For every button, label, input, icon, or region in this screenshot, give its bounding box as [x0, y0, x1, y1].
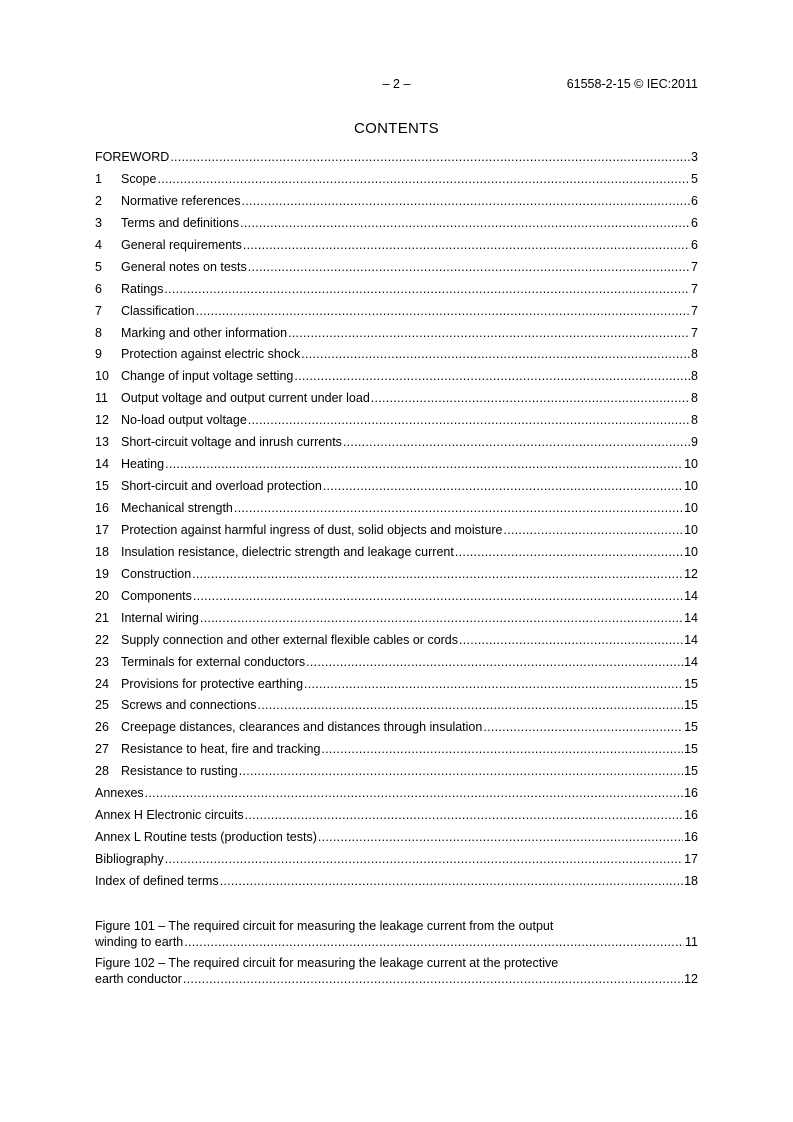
toc-entry-number: 5: [95, 259, 102, 274]
toc-entry-page: 15: [684, 698, 698, 713]
toc-entry[interactable]: [95, 479, 698, 501]
dot-leader: [306, 655, 683, 669]
toc-entry-page: 14: [684, 610, 698, 625]
dot-leader: [200, 611, 683, 625]
toc-entry[interactable]: [95, 633, 698, 655]
toc-entry-title: Bibliography: [95, 852, 164, 866]
toc-entry-number: 11: [95, 391, 108, 406]
toc-entry-page: 18: [684, 873, 698, 888]
toc-entry-title: Mechanical strength: [121, 501, 233, 515]
toc-entry-number: 4: [95, 237, 102, 252]
toc-entry[interactable]: [95, 457, 698, 479]
toc-entry-title: Creepage distances, clearances and distances through insulation: [121, 720, 483, 735]
toc-entry-title: Classification: [121, 303, 195, 318]
dot-leader: [301, 347, 690, 361]
page-title: CONTENTS: [354, 120, 439, 137]
toc-entry-page: 6: [691, 215, 698, 230]
toc-entry-title: Resistance to rusting: [121, 764, 238, 779]
toc-entry-page: 9: [691, 435, 698, 450]
toc-entry-title: Scope: [121, 171, 157, 186]
toc-entry-title: Short-circuit and overload protection: [121, 479, 322, 494]
toc-entry-title: Insulation resistance, dielectric strength and leakage current: [121, 544, 454, 559]
dot-leader: [459, 633, 683, 647]
toc-entry-page: 15: [684, 676, 698, 691]
toc-entry-page: 7: [691, 303, 698, 318]
toc-entry-title: Protection against harmful ingress of dust, solid objects and moisture: [121, 522, 503, 537]
toc-entry-page: 10: [684, 479, 698, 494]
toc-entry-title: Change of input voltage setting: [121, 369, 294, 384]
toc-entry[interactable]: [95, 326, 698, 348]
dot-leader: [483, 720, 683, 734]
toc-entry[interactable]: [95, 523, 698, 545]
dot-leader: [220, 874, 683, 888]
toc-entry[interactable]: [95, 567, 698, 589]
toc-entry[interactable]: [95, 413, 698, 435]
toc-entry-page: 7: [691, 325, 698, 340]
toc-entry[interactable]: [95, 764, 698, 786]
dot-leader: [157, 172, 690, 186]
toc-entry-page: 15: [684, 720, 698, 735]
toc-entry[interactable]: [95, 786, 698, 808]
toc-entry-page: 8: [691, 347, 698, 362]
toc-entry[interactable]: [95, 194, 698, 216]
toc-entry-number: 1: [95, 171, 102, 186]
toc-entry-number: 28: [95, 764, 109, 779]
figure-entry-page: 11: [685, 935, 698, 949]
figure-entry-title: Figure 102 – The required circuit for measuring the leakage current at the protective: [95, 956, 559, 970]
toc-entry-number: 22: [95, 632, 109, 647]
toc-entry-title: Marking and other information: [121, 325, 288, 340]
toc-entry-page: 12: [684, 566, 698, 581]
toc-entry-number: 9: [95, 347, 102, 362]
toc-entry-number: 3: [95, 215, 102, 230]
toc-entry-page: 8: [691, 369, 698, 384]
dot-leader: [503, 523, 683, 537]
toc-entry-page: 14: [684, 632, 698, 647]
toc-entry[interactable]: [95, 589, 698, 611]
toc-entry-title: Components: [121, 588, 192, 603]
figure-entry-title-cont: winding to earth: [95, 935, 184, 949]
toc-entry-page: 15: [684, 742, 698, 757]
toc-entry-title: Resistance to heat, fire and tracking: [121, 742, 321, 757]
toc-entry-number: 8: [95, 325, 102, 340]
toc-entry-number: 13: [95, 435, 109, 450]
toc-entry[interactable]: [95, 852, 698, 874]
toc-entry[interactable]: [95, 545, 698, 567]
dot-leader: [240, 216, 690, 230]
dot-leader: [323, 479, 683, 493]
toc-entry-page: 16: [684, 808, 698, 823]
toc-entry-number: 23: [95, 654, 109, 669]
dot-leader: [242, 194, 691, 208]
toc-entry-title: Terms and definitions: [121, 215, 240, 230]
toc-entry-number: 16: [95, 501, 109, 515]
toc-entry-page: 15: [684, 764, 698, 779]
toc-entry-page: 7: [691, 281, 698, 296]
dot-leader: [165, 457, 683, 471]
dot-leader: [371, 391, 690, 405]
toc-entry-title: General notes on tests: [121, 259, 247, 274]
figure-entry-title-cont: earth conductor: [95, 972, 182, 986]
toc-entry-title: Normative references: [121, 193, 241, 208]
figure-entry[interactable]: [95, 918, 698, 950]
toc-entry-title: Supply connection and other external flexible cables or cords: [121, 632, 459, 647]
toc-entry-page: 10: [684, 457, 698, 472]
toc-entry[interactable]: [95, 677, 698, 699]
toc-entry[interactable]: [95, 347, 698, 369]
toc-entry[interactable]: [95, 874, 698, 896]
toc-entry-title: Ratings: [121, 281, 164, 296]
toc-entry-number: 14: [95, 457, 109, 472]
toc-entry[interactable]: [95, 742, 698, 764]
dot-leader: [184, 934, 684, 950]
dot-leader: [193, 589, 683, 603]
toc-entry-title: Annex L Routine tests (production tests): [95, 830, 317, 845]
toc-entry-title: FOREWORD: [95, 150, 170, 164]
toc-entry-number: 17: [95, 522, 109, 537]
dot-leader: [248, 413, 690, 427]
toc-entry[interactable]: [95, 830, 698, 852]
table-of-contents: [95, 150, 698, 896]
dot-leader: [145, 786, 683, 800]
toc-entry-number: 12: [95, 413, 109, 428]
toc-entry-title: Provisions for protective earthing: [121, 676, 304, 691]
toc-entry-page: 10: [684, 544, 698, 559]
toc-entry[interactable]: [95, 655, 698, 677]
toc-entry[interactable]: [95, 435, 698, 457]
dot-leader: [164, 282, 690, 296]
dot-leader: [183, 971, 683, 987]
toc-entry-page: 14: [684, 588, 698, 603]
toc-entry[interactable]: [95, 304, 698, 326]
dot-leader: [304, 677, 683, 691]
toc-entry-page: 17: [684, 852, 698, 866]
toc-entry-title: General requirements: [121, 237, 242, 252]
dot-leader: [321, 742, 683, 756]
toc-entry-page: 7: [691, 259, 698, 274]
toc-entry-page: 5: [691, 171, 698, 186]
toc-entry-number: 18: [95, 544, 109, 559]
toc-entry[interactable]: [95, 172, 698, 194]
toc-entry[interactable]: [95, 260, 698, 282]
toc-entry-page: 16: [684, 830, 698, 845]
figure-entry-page: 12: [684, 972, 698, 986]
dot-leader: [318, 830, 683, 844]
toc-entry[interactable]: [95, 391, 698, 413]
toc-entry-page: 16: [684, 786, 698, 801]
toc-entry[interactable]: [95, 238, 698, 260]
toc-entry-title: Index of defined terms: [95, 873, 219, 888]
toc-entry[interactable]: [95, 808, 698, 830]
dot-leader: [239, 764, 683, 778]
toc-entry-title: Output voltage and output current under load: [121, 391, 370, 406]
toc-entry-page: 3: [691, 150, 698, 164]
toc-entry-number: 20: [95, 588, 109, 603]
toc-entry[interactable]: [95, 216, 698, 238]
toc-entry-number: 27: [95, 742, 109, 757]
toc-entry-page: 6: [691, 193, 698, 208]
toc-entry[interactable]: [95, 369, 698, 391]
dot-leader: [245, 808, 683, 822]
toc-entry-title: Construction: [121, 566, 192, 581]
toc-entry-number: 24: [95, 676, 109, 691]
toc-entry-number: 15: [95, 479, 109, 494]
list-of-figures: [95, 918, 698, 992]
toc-entry[interactable]: [95, 720, 698, 742]
toc-entry-page: 10: [684, 522, 698, 537]
toc-entry-number: 21: [95, 610, 109, 625]
dot-leader: [196, 304, 690, 318]
toc-entry-number: 26: [95, 720, 109, 735]
toc-entry-number: 25: [95, 698, 109, 713]
page-number: – 2 –: [382, 77, 411, 91]
toc-entry[interactable]: [95, 150, 698, 172]
toc-entry[interactable]: [95, 698, 698, 720]
dot-leader: [258, 698, 684, 712]
toc-entry-number: 2: [95, 193, 102, 208]
toc-entry[interactable]: [95, 282, 698, 304]
dot-leader: [455, 545, 683, 559]
dot-leader: [170, 150, 690, 164]
dot-leader: [288, 326, 690, 340]
dot-leader: [192, 567, 683, 581]
toc-entry-title: No-load output voltage: [121, 413, 247, 428]
toc-entry-page: 8: [691, 413, 698, 428]
dot-leader: [234, 501, 683, 515]
toc-entry-title: Protection against electric shock: [121, 347, 301, 362]
toc-entry-title: Annex H Electronic circuits: [95, 808, 244, 823]
dot-leader: [248, 260, 690, 274]
toc-entry-title: Terminals for external conductors: [121, 654, 306, 669]
toc-entry-title: Screws and connections: [121, 698, 257, 713]
toc-entry[interactable]: [95, 501, 698, 523]
toc-entry-title: Internal wiring: [121, 610, 199, 625]
toc-entry-number: 10: [95, 369, 109, 384]
dot-leader: [294, 369, 690, 383]
figure-entry-title: Figure 101 – The required circuit for measuring the leakage current from the output: [95, 919, 554, 933]
toc-entry-number: 6: [95, 281, 102, 296]
page-header: [95, 77, 698, 93]
toc-entry-page: 10: [684, 501, 698, 515]
dot-leader: [343, 435, 690, 449]
toc-entry-page: 6: [691, 237, 698, 252]
toc-entry[interactable]: [95, 611, 698, 633]
toc-entry-page: 14: [684, 654, 698, 669]
dot-leader: [243, 238, 690, 252]
toc-entry-title: Heating: [121, 457, 165, 472]
toc-entry-page: 8: [691, 391, 698, 406]
toc-entry-title: Short-circuit voltage and inrush currents: [121, 435, 342, 450]
toc-entry-number: 19: [95, 566, 109, 581]
document-id: 61558-2-15 © IEC:2011: [566, 77, 698, 91]
toc-entry-title: Annexes: [95, 786, 144, 801]
toc-entry-number: 7: [95, 303, 102, 318]
dot-leader: [165, 852, 683, 866]
figure-entry[interactable]: [95, 955, 698, 987]
